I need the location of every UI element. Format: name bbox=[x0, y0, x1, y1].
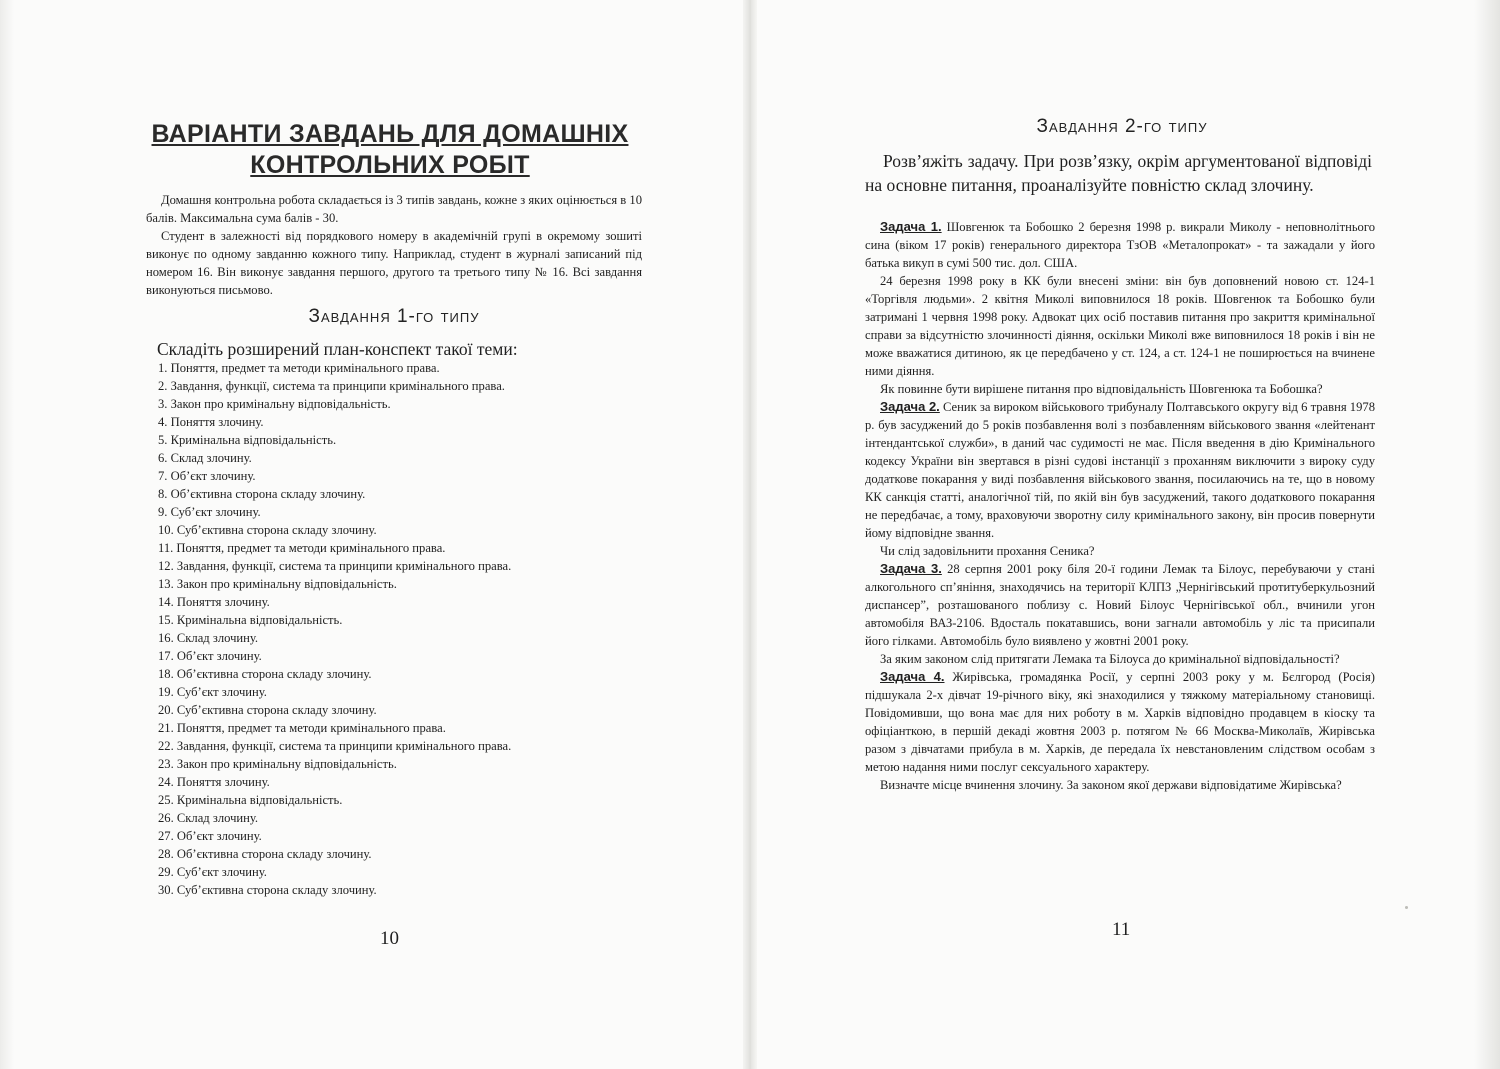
task-3-label: Задача 3. bbox=[880, 561, 942, 576]
topic-list-item: 27. Об’єкт злочину. bbox=[158, 829, 262, 844]
intro-text bbox=[146, 191, 642, 299]
task-2-question: Чи слід задовільнити прохання Сеника? bbox=[880, 544, 1095, 558]
topic-list-item: 10. Суб’єктивна сторона складу злочину. bbox=[158, 523, 377, 538]
topic-list-item: 3. Закон про кримінальну відповідальність. bbox=[158, 397, 391, 412]
section-heading-type-1: Завдання 1-го типу bbox=[308, 306, 480, 327]
task-4-question: Визначте місце вчинення злочину. За законом якої держави відповідатиме Жирівська? bbox=[880, 778, 1342, 792]
task-4-body: Жирівська, громадянка Росії, у серпні 2003 року у м. Бєлгород (Росія) підшукала 2-х дівчат 19-річного віку, які знаходилися у тяжкому матеріальному становищі. Повідомивши, що вона має для них роботу в м. Харків відповідно продавцем в кіоску та офіціанткою, в першій декаді жовтня 2003 р. потягом № 66 Москва-Миколаїв, Жирівська разом з дівчатами прибула в м. Харків, де передала їх невстановленим слідством особам з метою надання ними послуг сексуального характеру. bbox=[865, 670, 1375, 774]
topic-list-item: 15. Кримінальна відповідальність. bbox=[158, 613, 343, 628]
task-4-label: Задача 4. bbox=[880, 669, 945, 684]
task-1-paragraph-2: 24 березня 1998 року в КК були внесені зміни: він був доповнений новою ст. 124-1 «Торгівля людьми». 2 квітня Миколі виповнилося 18 років. Шовгенюк та Бобошко були затримані 1 червня 1998 року. Адвокат цих осіб поставив питання про закриття кримінальної справи за відсутністю злочинності діяння, оскільки Миколі вже виповнилося 18 років і він не може вважатися дитиною, як це передбачено у ст. 124, а ст. 124-1 не поширюється на вчинене ними діяння. bbox=[865, 274, 1375, 378]
topic-list-item: 1. Поняття, предмет та методи кримінального права. bbox=[158, 361, 440, 375]
task-1-body: Шовгенюк та Бобошко 2 березня 1998 р. викрали Миколу - неповнолітнього сина (віком 17 років) генерального директора ТзОВ «Металопрокат» - та зажадали у його батька викуп в сумі 500 тис. дол. США. bbox=[865, 220, 1376, 270]
topic-list-item: 29. Суб’єкт злочину. bbox=[158, 865, 267, 880]
topic-list-item: 5. Кримінальна відповідальність. bbox=[158, 433, 337, 448]
topic-list-item: 8. Об’єктивна сторона складу злочину. bbox=[158, 487, 366, 502]
page-title bbox=[120, 119, 660, 181]
title-line-2: КОНТРОЛЬНИХ РОБІТ bbox=[250, 151, 530, 179]
title-line-1: ВАРІАНТИ ЗАВДАНЬ ДЛЯ ДОМАШНІХ bbox=[151, 120, 629, 148]
task-2-label: Задача 2. bbox=[880, 399, 940, 414]
page-edge-right bbox=[1474, 0, 1500, 1069]
topic-list-item: 2. Завдання, функції, система та принципи кримінального права. bbox=[158, 379, 505, 394]
type-1-instruction: Складіть розширений план-конспект такої теми: bbox=[157, 339, 518, 359]
topic-list-item: 21. Поняття, предмет та методи кримінального права. bbox=[158, 721, 446, 736]
topic-list-item: 26. Склад злочину. bbox=[158, 811, 259, 826]
topic-list-item: 9. Суб’єкт злочину. bbox=[158, 505, 261, 520]
topic-list bbox=[158, 359, 638, 899]
task-3-body: 28 серпня 2001 року біля 20-ї години Лемак та Білоус, перебуваючи у стані алкогольного сп’яніння, знаходячись на території КЛПЗ „Чернігівський протитуберкульозний диспансер”, розташованого поблизу с. Новий Білоус Чернігівської обл., вчинили угон автомобіля ВАЗ-2106. Вдосталь покатавшись, вони загнали автомобіль у ліс та присипали його гілками. Автомобіль було виявлено у жовтні 2001 року. bbox=[865, 562, 1376, 648]
tasks-text bbox=[865, 218, 1375, 794]
type-2-instruction: Розв’яжіть задачу. При розв’язку, окрім аргументованої відповіді на основне питання, проаналізуйте повністю склад злочину. bbox=[865, 151, 1372, 195]
intro-paragraph: Домашня контрольна робота складається із 3 типів завдань, кожне з яких оцінюється в 10 балів. Максимальна сума балів - 30. bbox=[146, 193, 642, 225]
intro-paragraph: Студент в залежності від порядкового номеру в академічній групі в окремому зошиті виконує по одному завданню кожного типу. Наприклад, студент в журналі записаний під номером 16. Він виконує завдання першого, другого та третього типу № 16. Всі завдання виконуються письмово. bbox=[146, 229, 642, 297]
topic-list-item: 22. Завдання, функції, система та принципи кримінального права. bbox=[158, 739, 512, 754]
right-page bbox=[757, 0, 1474, 1069]
page-number: 10 bbox=[380, 928, 399, 949]
topic-list-item: 4. Поняття злочину. bbox=[158, 415, 264, 430]
topic-list-item: 19. Суб’єкт злочину. bbox=[158, 685, 267, 700]
topic-list-item: 7. Об’єкт злочину. bbox=[158, 469, 256, 484]
task-2 bbox=[865, 398, 1375, 542]
topic-list-item: 20. Суб’єктивна сторона складу злочину. bbox=[158, 703, 377, 718]
task-1-label: Задача 1. bbox=[880, 219, 942, 234]
topic-list-item: 17. Об’єкт злочину. bbox=[158, 649, 262, 664]
topic-list-item: 11. Поняття, предмет та методи кримінального права. bbox=[158, 541, 446, 556]
topic-list-item: 25. Кримінальна відповідальність. bbox=[158, 793, 343, 808]
section-heading-type-2: Завдання 2-го типу bbox=[1036, 116, 1208, 137]
task-3 bbox=[865, 560, 1375, 650]
topic-list-item: 13. Закон про кримінальну відповідальність. bbox=[158, 577, 397, 592]
topic-list-item: 16. Склад злочину. bbox=[158, 631, 259, 646]
task-1-question: Як повинне бути вирішене питання про відповідальність Шовгенюка та Бобошка? bbox=[880, 382, 1323, 396]
topic-list-item: 6. Склад злочину. bbox=[158, 451, 252, 466]
left-page bbox=[0, 0, 743, 1069]
task-2-body: Сеник за вироком військового трибуналу Полтавського округу від 6 травня 1978 р. був засуджений до 5 років позбавлення волі з позбавленням військового звання «лейтенант інтендантської служби», в даний час судимості не має. Після введення в дію Кримінального кодексу України він звертався в різні судові інстанції з проханням виключити з вироку суду додаткове покарання у виді позбавлення військового звання, посилаючись на те, що в новому КК санкція статті, аналогічної тій, по якій він був засуджений, такого додаткового покарання не передбачає, а тому, враховуючи зворотну силу кримінального закону, він просив повернути йому відповідне звання. bbox=[865, 400, 1375, 540]
topic-list-item: 30. Суб’єктивна сторона складу злочину. bbox=[158, 883, 377, 898]
task-1 bbox=[865, 218, 1375, 272]
task-4 bbox=[865, 668, 1375, 776]
topic-list-item: 24. Поняття злочину. bbox=[158, 775, 270, 790]
scan-speck bbox=[1405, 906, 1408, 909]
topic-list-item: 28. Об’єктивна сторона складу злочину. bbox=[158, 847, 372, 862]
task-3-question: За яким законом слід притягати Лемака та Білоуса до кримінальної відповідальності? bbox=[880, 652, 1340, 666]
book-gutter bbox=[743, 0, 757, 1069]
topic-list-item: 18. Об’єктивна сторона складу злочину. bbox=[158, 667, 372, 682]
topic-list-item: 23. Закон про кримінальну відповідальність. bbox=[158, 757, 397, 772]
page-number: 11 bbox=[1112, 919, 1131, 940]
topic-list-item: 12. Завдання, функції, система та принципи кримінального права. bbox=[158, 559, 512, 574]
topic-list-item: 14. Поняття злочину. bbox=[158, 595, 270, 610]
